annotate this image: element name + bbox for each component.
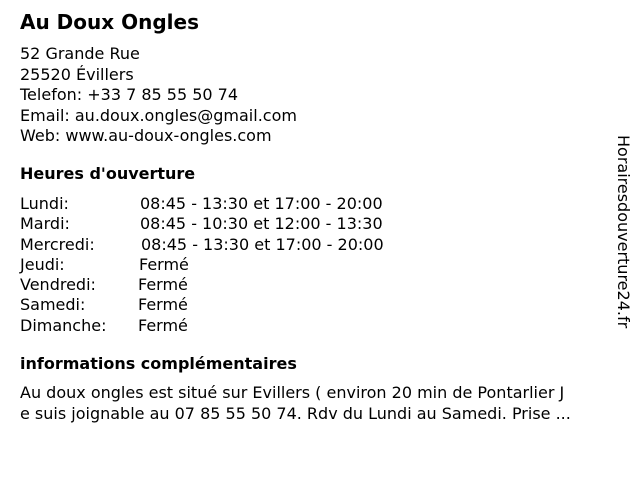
address-city: 25520 Évillers [20, 64, 134, 84]
info-heading: informations complémentaires [20, 354, 297, 373]
day-label: Dimanche: [20, 315, 107, 335]
day-hours: Fermé [138, 275, 188, 295]
phone-number: Telefon: +33 7 85 55 50 74 [20, 85, 239, 104]
day-hours: 08:45 - 13:30 et 17:00 - 20:00 [140, 194, 383, 213]
info-text-line: Au doux ongles est situé sur Evillers ( environ 20 min de Pontarlier J [20, 383, 565, 402]
address-street: 52 Grande Rue [20, 44, 140, 63]
day-hours: 08:45 - 13:30 et 17:00 - 20:00 [141, 234, 384, 254]
day-hours: Fermé [138, 295, 188, 315]
day-hours: Fermé [139, 254, 189, 274]
day-hours: Fermé [138, 315, 188, 335]
brand-text: Horairesdouverture24.fr [614, 135, 633, 329]
day-label: Jeudi: [20, 254, 65, 274]
day-label: Vendredi: [20, 275, 96, 295]
info-text-line: e suis joignable au 07 85 55 50 74. Rdv du Lundi au Samedi. Prise ... [20, 403, 571, 423]
day-hours: 08:45 - 10:30 et 12:00 - 13:30 [140, 214, 383, 234]
day-label: Mercredi: [20, 234, 95, 254]
website: Web: www.au-doux-ongles.com [20, 126, 272, 145]
business-name: Au Doux Ongles [20, 10, 200, 34]
day-label: Samedi: [20, 295, 86, 315]
day-label: Mardi: [20, 214, 70, 234]
info-description [20, 383, 640, 424]
email-address: Email: au.doux.ongles@gmail.com [20, 105, 297, 125]
brand-watermark [612, 135, 634, 343]
day-label: Lundi: [20, 194, 69, 213]
hours-heading: Heures d'ouverture [20, 164, 196, 183]
contact-block [20, 44, 297, 147]
